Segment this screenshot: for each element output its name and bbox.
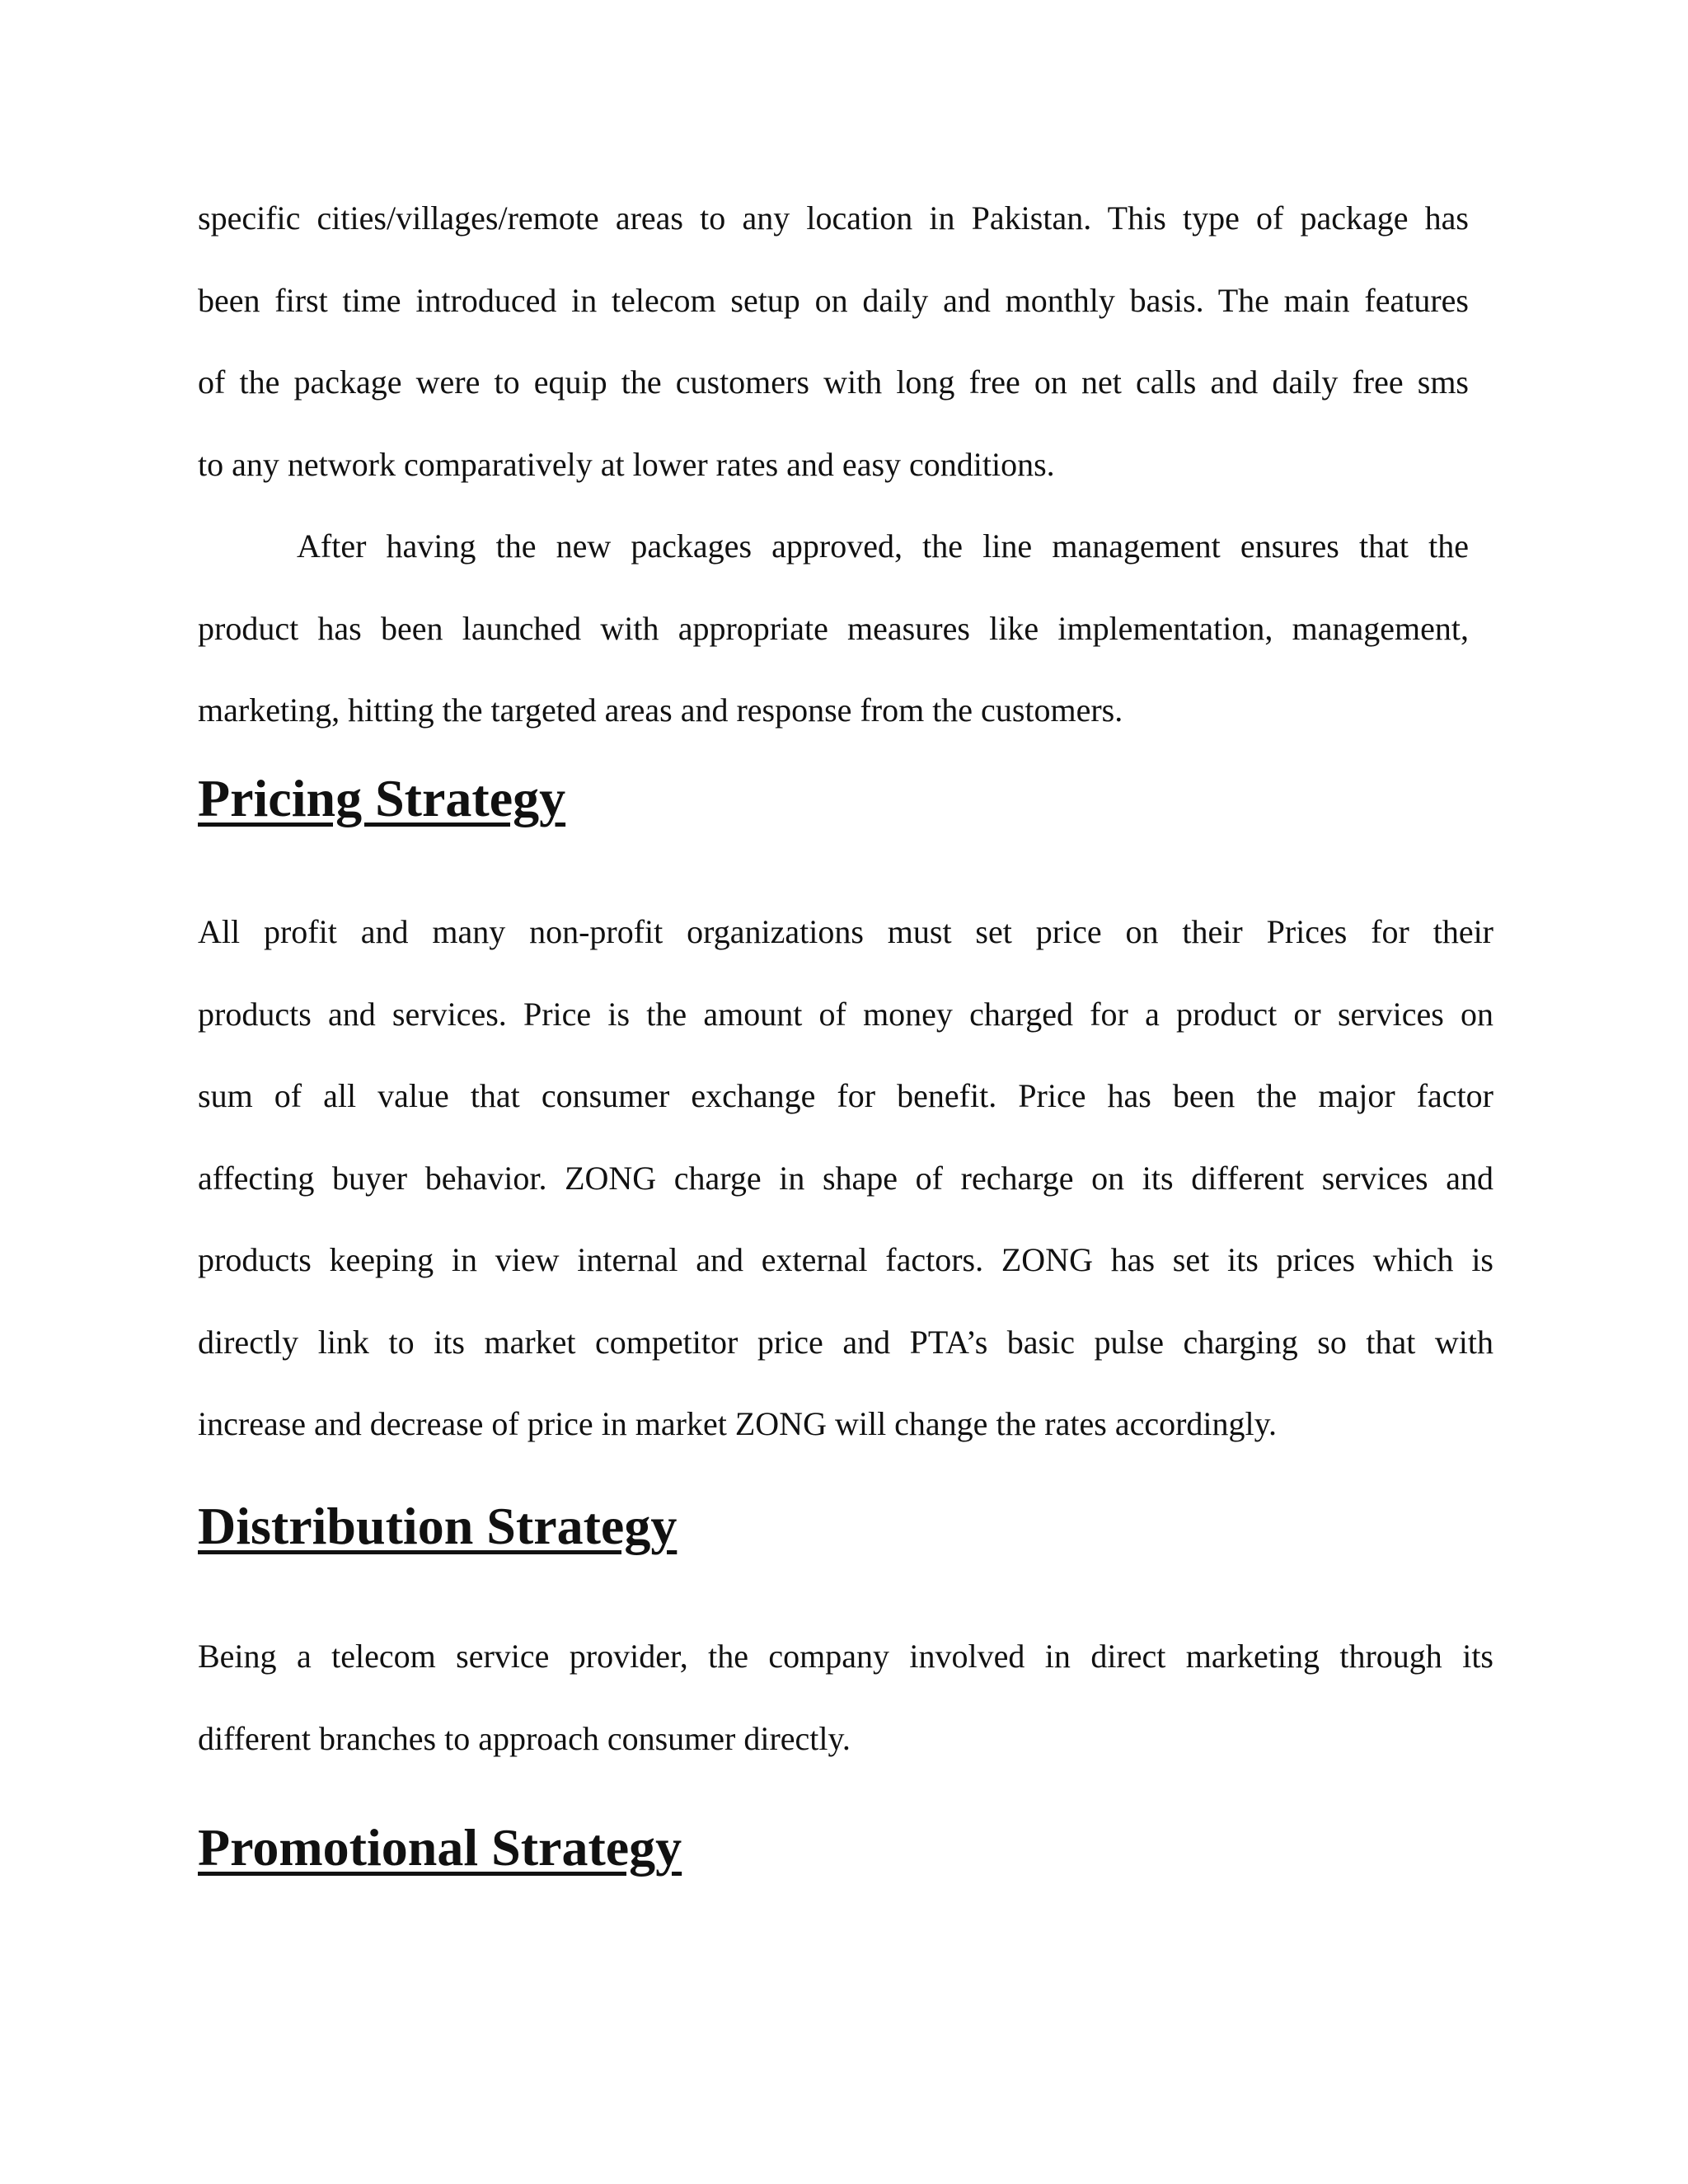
heading-pricing-strategy: Pricing Strategy: [198, 769, 566, 827]
paragraph-distribution: [198, 1615, 1493, 1779]
text-line: increase and decrease of price in market ZONG will change the rates accordingly.: [198, 1405, 1278, 1442]
text-line: Being a telecom service provider, the company involved in direct marketing through its: [198, 1638, 1493, 1675]
paragraph-package-features: [198, 177, 1469, 505]
heading-distribution-strategy: Distribution Strategy: [198, 1497, 678, 1555]
text-line: different branches to approach consumer directly.: [198, 1719, 851, 1757]
text-line: affecting buyer behavior. ZONG charge in shape of recharge on its different services and: [198, 1159, 1493, 1197]
paragraph-pricing: [198, 891, 1493, 1465]
text-line: directly link to its market competitor price and PTA’s basic pulse charging so that with: [198, 1323, 1493, 1361]
text-line: sum of all value that consumer exchange for benefit. Price has been the major factor: [198, 1077, 1493, 1114]
text-line: After having the new packages approved, the line management ensures that the: [297, 527, 1469, 565]
text-line: products and services. Price is the amount of money charged for a product or services on: [198, 995, 1493, 1033]
text-line: been first time introduced in telecom setup on daily and monthly basis. The main features: [198, 281, 1469, 319]
text-line: specific cities/villages/remote areas to any location in Pakistan. This type of package has: [198, 199, 1469, 237]
text-line: products keeping in view internal and external factors. ZONG has set its prices which is: [198, 1241, 1493, 1278]
text-line: to any network comparatively at lower rates and easy conditions.: [198, 445, 1055, 483]
text-line: of the package were to equip the customers with long free on net calls and daily free sms: [198, 363, 1469, 401]
heading-promotional-strategy: Promotional Strategy: [198, 1818, 682, 1877]
paragraph-launch: [198, 505, 1469, 752]
text-line: All profit and many non-profit organizations must set price on their Prices for their: [198, 913, 1493, 950]
text-line: product has been launched with appropriate measures like implementation, management,: [198, 609, 1469, 647]
text-line: marketing, hitting the targeted areas and response from the customers.: [198, 691, 1123, 729]
